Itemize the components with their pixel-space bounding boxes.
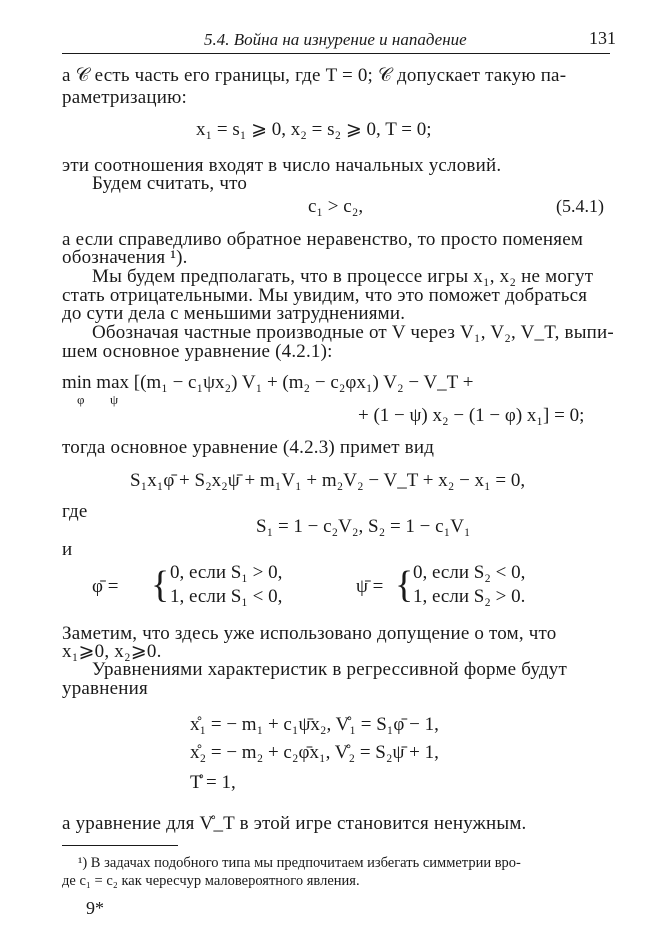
page-number: 131 (589, 28, 616, 48)
paragraph-line: x₁⩾0, x₂⩾0. (62, 641, 162, 662)
psi-case-1: 0, если S₂ < 0, (413, 562, 526, 583)
psi-case-2: 1, если S₂ > 0. (413, 586, 526, 607)
paragraph-line: а если справедливо обратное неравенство, то просто поменяем (62, 229, 584, 250)
equation-4-2-3-form: S₁x₁φ̄ + S₂x₂ψ̄ + m₁V₁ + m₂V₂ − V_T + x₂ − x₁ = 0, (130, 470, 526, 491)
paragraph-line: где (62, 501, 88, 522)
psi-bar-lhs: ψ̄ = (356, 576, 384, 597)
equation-5-4-1: c₁ > c₂, (308, 196, 364, 217)
characteristic-eq-3: T̊ = 1, (190, 772, 236, 793)
paragraph-line: Мы будем предполагать, что в процессе игры x₁, x₂ не могут (92, 266, 594, 287)
equation-main-line2: + (1 − ψ) x₂ − (1 − φ) x₁] = 0; (358, 405, 585, 426)
paragraph-line: а 𝒞 есть часть его границы, где T = 0; 𝒞 допускает такую па- (62, 65, 567, 86)
paragraph-line: Будем считать, что (92, 173, 248, 194)
equation-max-subscript: ψ (110, 392, 119, 407)
paragraph-line: до сути дела с меньшими затруднениями. (62, 303, 406, 324)
running-header-title: 5.4. Война на изнурение и нападение (204, 30, 467, 49)
paragraph-line: эти соотношения входят в число начальных условий. (62, 155, 502, 176)
equation-S-definitions: S₁ = 1 − c₂V₂, S₂ = 1 − c₁V₁ (256, 516, 471, 537)
footnote-line: ¹) В задачах подобного типа мы предпочитаем избегать симметрии вро- (78, 855, 521, 871)
equation-number: (5.4.1) (556, 196, 604, 216)
brace-phi: { (151, 564, 170, 606)
paragraph-line: Обозначая частные производные от V через V₁, V₂, V_T, выпи- (92, 322, 614, 343)
paragraph-line: обозначения ¹). (62, 247, 188, 268)
paragraph-line: Заметим, что здесь уже использовано допущение о том, что (62, 623, 557, 644)
brace-psi: { (395, 564, 414, 606)
paragraph-line: раметризацию: (62, 87, 187, 108)
paragraph-line: тогда основное уравнение (4.2.3) примет вид (62, 437, 435, 458)
paragraph-line: и (62, 539, 73, 560)
phi-case-2: 1, если S₁ < 0, (170, 586, 283, 607)
equation-parametrization: x₁ = s₁ ⩾ 0, x₂ = s₂ ⩾ 0, T = 0; (196, 119, 432, 140)
phi-case-1: 0, если S₁ > 0, (170, 562, 283, 583)
characteristic-eq-2: x̊₂ = − m₂ + c₂φ̄x₁, V̊₂ = S₂ψ̄ + 1, (190, 742, 439, 763)
paragraph-line: стать отрицательными. Мы увидим, что это поможет добраться (62, 285, 588, 306)
header-rule (62, 53, 610, 54)
characteristic-eq-1: x̊₁ = − m₁ + c₁ψ̄x₂, V̊₁ = S₁φ̄ − 1, (190, 714, 439, 735)
signature-mark: 9* (86, 898, 104, 918)
paragraph-line: шем основное уравнение (4.2.1): (62, 341, 333, 362)
equation-main-line1: min max [(m₁ − c₁ψx₂) V₁ + (m₂ − c₂φx₁) V₂ − V_T + (62, 372, 474, 393)
footnote-rule (62, 845, 178, 846)
paragraph-line: Уравнениями характеристик в регрессивной форме будут (92, 659, 567, 680)
equation-min-subscript: φ (77, 392, 85, 407)
paragraph-line: а уравнение для V̊_T в этой игре становится ненужным. (62, 813, 527, 834)
phi-bar-lhs: φ̄ = (92, 576, 119, 597)
paragraph-line: уравнения (62, 678, 148, 699)
footnote-line: де c₁ = c₂ как чересчур маловероятного явления. (62, 873, 360, 889)
